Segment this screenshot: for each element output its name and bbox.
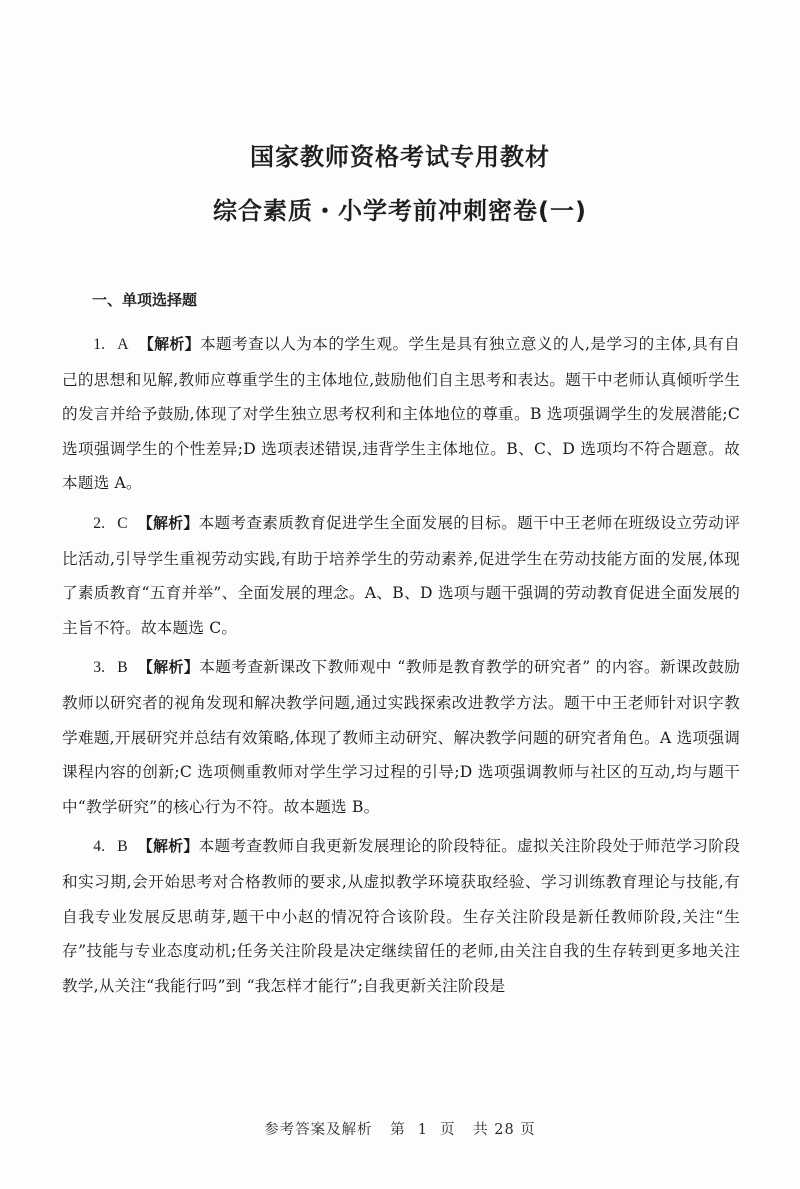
- analysis-tag: 【解析】: [138, 336, 200, 353]
- answer-key: B: [117, 659, 128, 677]
- analysis-tag: 【解析】: [137, 838, 199, 856]
- answer-explanation: 本题考查教师自我更新发展理论的阶段特征。虚拟关注阶段处于师范学习阶段和实习期,会开始思考对合格教师的要求,从虚拟教学环境获取经验、学习训练教育理论与技能,有自我专业发展反思萌芽,题干中小赵的情况符合该阶段。生存关注阶段是新任教师阶段,关注“生存”技能与专业态度动机;任务关注阶段是决定继续留任的老师,由关注自我的生存转到更多地关注教学,从关注“我能行吗”到 “我怎样才能行”;自我更新关注阶段是: [62, 837, 740, 995]
- analysis-tag: 【解析】: [137, 659, 200, 677]
- answer-item: [62, 506, 740, 645]
- answer-explanation: 本题考查素质教育促进学生全面发展的目标。题干中王老师在班级设立劳动评比活动,引导学生重视劳动实践,有助于培养学生的劳动素养,促进学生在劳动技能方面的发展,体现了素质教育“五育并举”、全面发展的理念。A、B、D 选项与题干强调的劳动教育促进全面发展的主旨不符。故本题选 C。: [62, 513, 740, 637]
- analysis-tag: 【解析】: [137, 514, 199, 532]
- answer-key: C: [117, 514, 128, 532]
- answer-list: [62, 327, 740, 1008]
- answer-number: 1.: [93, 336, 106, 353]
- footer-page-number: 1: [417, 1122, 429, 1138]
- answer-explanation: 本题考查以人为本的学生观。学生是具有独立意义的人,是学习的主体,具有自己的思想和见解,教师应尊重学生的主体地位,鼓励他们自主思考和表达。题干中老师认真倾听学生的发言并给予鼓励,体现了对学生独立思考权利和主体地位的尊重。B 选项强调学生的发展潜能;C 选项强调学生的个性差异;D 选项表述错误,违背学生主体地位。B、C、D 选项均不符合题意。故本题选 A。: [62, 335, 740, 493]
- answer-item: [62, 829, 740, 1003]
- answer-number: 2.: [93, 514, 106, 532]
- answer-number: 3.: [93, 659, 106, 677]
- page-footer: [0, 1118, 800, 1139]
- title-block: [0, 142, 800, 226]
- answer-explanation: 本题考查新课改下教师观中 “教师是教育教学的研究者” 的内容。新课改鼓励教师以研究者的视角发现和解决教学问题,通过实践探索改进教学方法。题干中王老师针对识字教学难题,开展研究并总结有效策略,体现了教师主动研究、解决教学问题的研究者角色。A 选项强调课程内容的创新;C 选项侧重教师对学生学习过程的引导;D 选项强调教师与社区的互动,均与题干中“教学研究”的核心行为不符。故本题选 B。: [62, 658, 740, 816]
- series-title: 国家教师资格考试专用教材: [250, 143, 550, 171]
- answer-key: B: [117, 838, 128, 856]
- footer-total-pages: 共 28 页: [473, 1122, 536, 1138]
- answer-number: 4.: [93, 838, 106, 856]
- paper-title: 综合素质・小学考前冲刺密卷(一): [213, 197, 587, 225]
- footer-label: 参考答案及解析: [264, 1122, 373, 1138]
- section-heading: 一、单项选择题: [92, 291, 198, 309]
- footer-page-suffix: 页: [440, 1122, 456, 1138]
- answer-item: [62, 327, 740, 501]
- answer-item: [62, 650, 740, 824]
- answer-key: A: [117, 336, 129, 353]
- footer-page-prefix: 第: [390, 1122, 406, 1138]
